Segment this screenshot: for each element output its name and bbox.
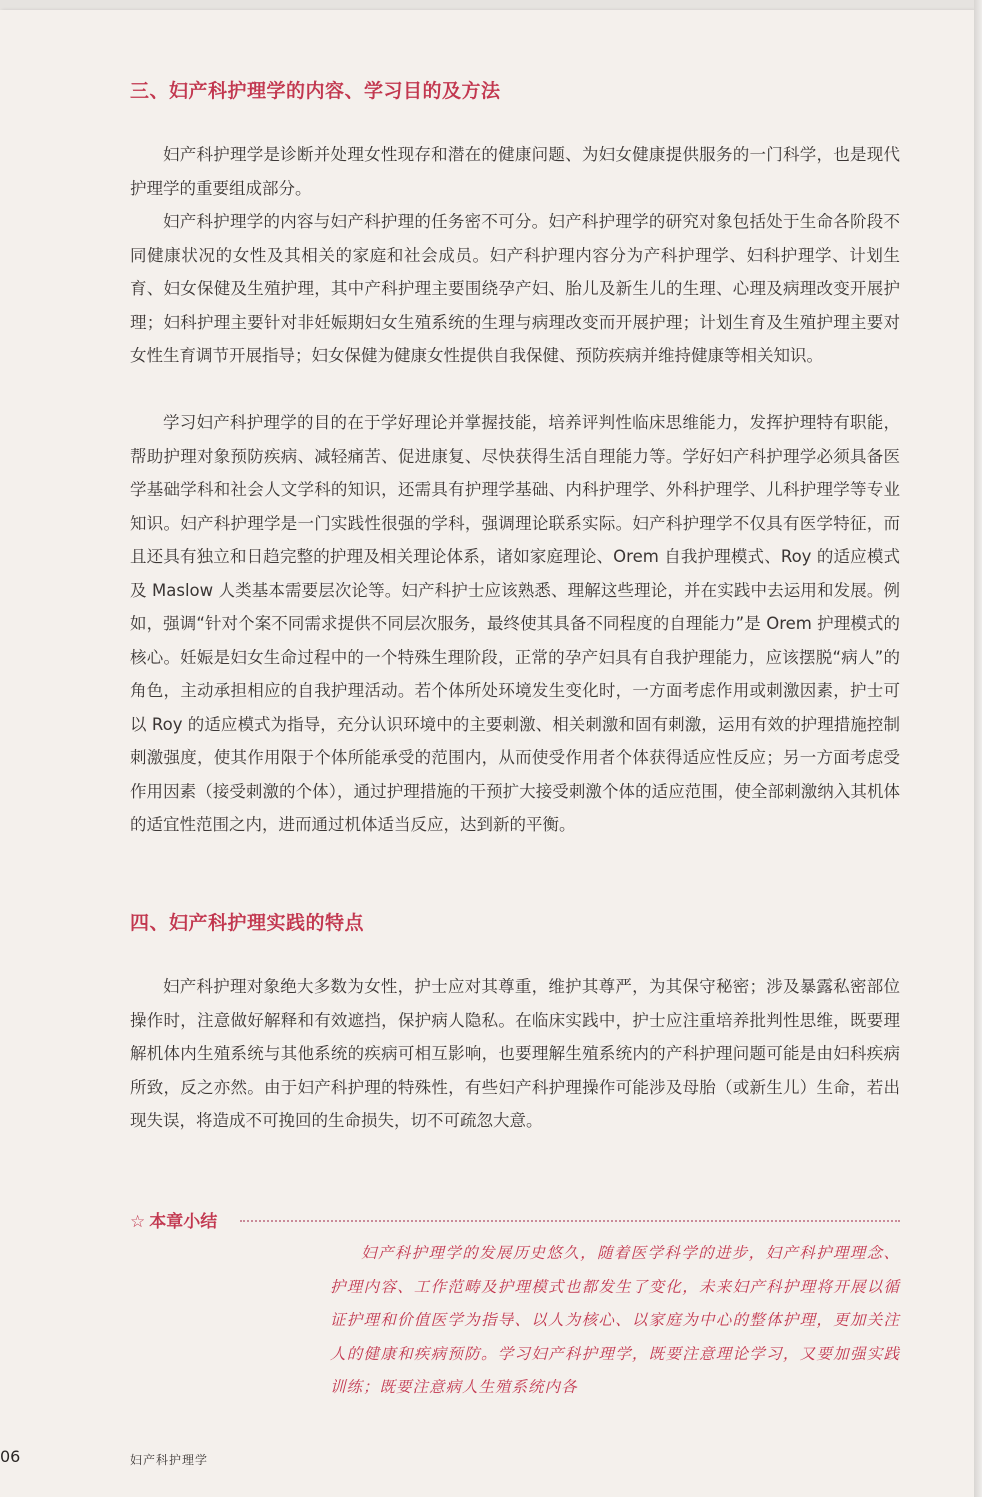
running-title: 妇产科护理学 (130, 1453, 209, 1467)
page-edge (974, 0, 982, 1497)
section-4-heading: 四、妇产科护理实践的特点 (130, 912, 365, 934)
summary-dotted-divider (240, 1220, 900, 1222)
chapter-summary-text: 妇产科护理学的发展历史悠久，随着医学科学的进步，妇产科护理理念、护理内容、工作范畴及护理模式也都发生了变化，未来妇产科护理将开展以循证护理和价值医学为指导、以人为核心、以家庭为中心的整体护理，更加关注人的健康和疾病预防。学习妇产科护理学，既要注意理论学习，又要加强实践训练；既要注意病人生殖系统内各 (330, 1244, 900, 1396)
page-number: 06 (0, 1447, 21, 1466)
section-4-paragraph-1: 妇产科护理对象绝大多数为女性，护士应对其尊重，维护其尊严，为其保守秘密；涉及暴露私密部位操作时，注意做好解释和有效遮挡，保护病人隐私。在临床实践中，护士应注重培养批判性思维，既要理解机体内生殖系统与其他系统的疾病可相互影响，也要理解生殖系统内的产科护理问题可能是由妇科疾病所致，反之亦然。由于妇产科护理的特殊性，有些妇产科护理操作可能涉及母胎（或新生儿）生命，若出现失误，将造成不可挽回的生命损失，切不可疏忽大意。 (130, 977, 900, 1130)
chapter-summary-heading (130, 1207, 217, 1232)
section-3-heading: 三、妇产科护理学的内容、学习目的及方法 (130, 80, 501, 102)
chapter-summary-title: 本章小结 (149, 1212, 218, 1232)
section-3-paragraph-1: 妇产科护理学是诊断并处理女性现存和潜在的健康问题、为妇女健康提供服务的一门科学，也是现代护理学的重要组成部分。 (130, 145, 900, 198)
star-icon: ☆ (130, 1212, 146, 1232)
section-3-paragraph-2: 妇产科护理学的内容与妇产科护理的任务密不可分。妇产科护理学的研究对象包括处于生命各阶段不同健康状况的女性及其相关的家庭和社会成员。妇产科护理内容分为产科护理学、妇科护理学、计划生育、妇女保健及生殖护理，其中产科护理主要围绕孕产妇、胎儿及新生儿的生理、心理及病理改变开展护理；妇科护理主要针对非妊娠期妇女生殖系统的生理与病理改变而开展护理；计划生育及生殖护理主要对女性生育调节开展指导；妇女保健为健康女性提供自我保健、预防疾病并维持健康等相关知识。 (130, 212, 900, 365)
section-3-paragraph-3: 学习妇产科护理学的目的在于学好理论并掌握技能，培养评判性临床思维能力，发挥护理特有职能，帮助护理对象预防疾病、减轻痛苦、促进康复、尽快获得生活自理能力等。学好妇产科护理学必须具备医学基础学科和社会人文学科的知识，还需具有护理学基础、内科护理学、外科护理学、儿科护理学等专业知识。妇产科护理学是一门实践性很强的学科，强调理论联系实际。妇产科护理学不仅具有医学特征，而且还具有独立和日趋完整的护理及相关理论体系，诸如家庭理论、Orem 自我护理模式、Roy 的适应模式及 Maslow 人类基本需要层次论等。妇产科护士应该熟悉、理解这些理论，并在实践中去运用和发展。例如，强调“针对个案不同需求提供不同层次服务，最终使其具备不同程度的自理能力”是 Orem 护理模式的核心。妊娠是妇女生命过程中的一个特殊生理阶段，正常的孕产妇具有自我护理能力，应该摆脱“病人”的角色，主动承担相应的自我护理活动。若个体所处环境发生变化时，一方面考虑作用或刺激因素，护士可以 Roy 的适应模式为指导，充分认识环境中的主要刺激、相关刺激和固有刺激，运用有效的护理措施控制刺激强度，使其作用限于个体所能承受的范围内，从而使受作用者个体获得适应性反应；另一方面考虑受作用因素（接受刺激的个体），通过护理措施的干预扩大接受刺激个体的适应范围，使全部刺激纳入其机体的适宜性范围之内，进而通过机体适当反应，达到新的平衡。 (130, 413, 900, 834)
